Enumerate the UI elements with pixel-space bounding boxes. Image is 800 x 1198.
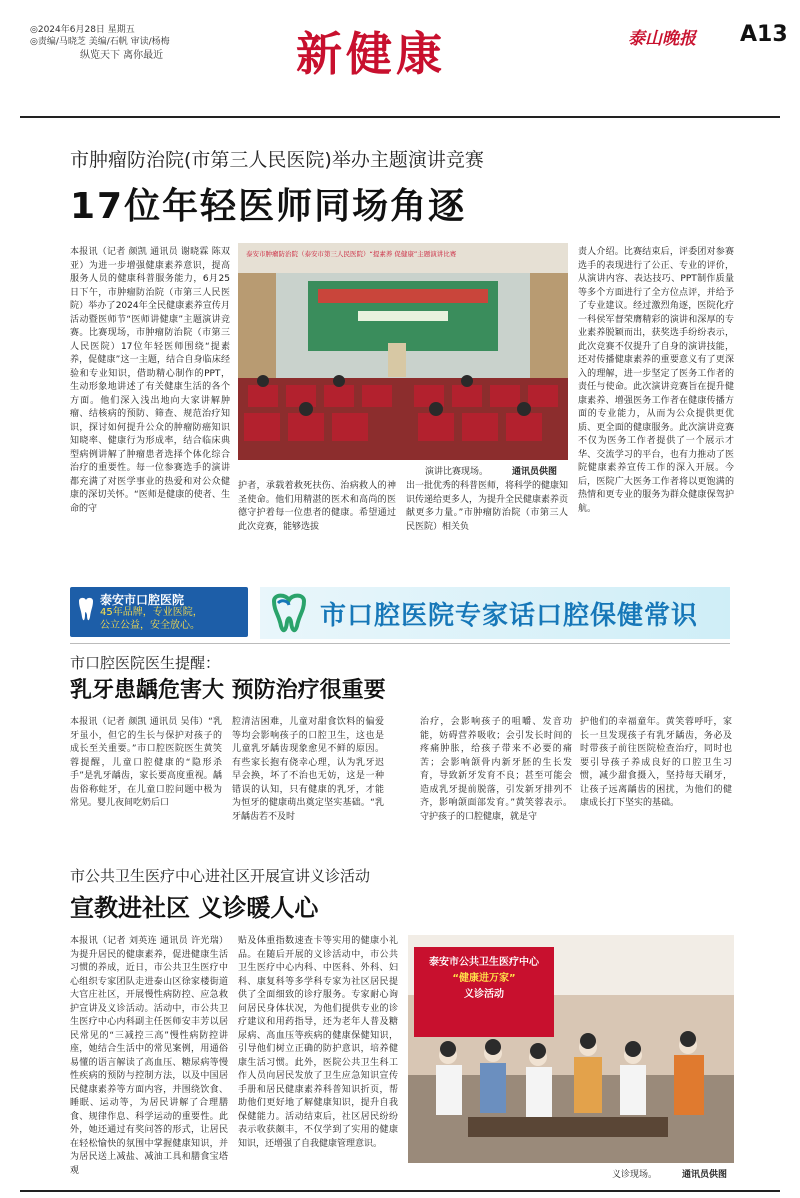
article2-kicker: 市口腔医院医生提醒：: [70, 654, 221, 672]
article2-headline: 乳牙患龋危害大 预防治疗很重要: [70, 678, 386, 703]
article2-column-2: 腔清洁困难，儿童对甜食饮料的偏爱等均会影响孩子的口腔卫生，这也是儿童乳牙龋齿现象愈见不鲜的原因。有些家长抱有侥幸心理，认为乳牙迟早会换，坏了不治也无妨，这是一种错误的认知，只有健康的乳牙，才能为恒牙的健康萌出奠定坚实基础。“乳牙龋齿若不及时: [232, 717, 384, 822]
page-number: A13: [740, 22, 788, 47]
date-line: ◎2024年6月28日 星期五: [30, 25, 135, 35]
section-divider: [70, 643, 730, 644]
ad-slogan-line-2: 公立公益，安全放心。: [100, 620, 200, 631]
article1-headline: 17位年轻医师同场角逐: [70, 186, 467, 227]
photo-banner-text: 泰安市肿瘤防治院（泰安市第三人民医院）“提素养 促健康”主题演讲比赛: [246, 250, 457, 258]
clinic-banner-line-2: “健康进万家”: [452, 973, 516, 984]
ad-slogan-line-1: 45年品牌，专业医院，: [100, 607, 203, 618]
article2-column-1: 本报讯（记者 颜凯 通讯员 吴伟）“乳牙虽小，但它的生长与保护对孩子的成长至关重要。”市口腔医院医生黄笑蓉提醒，儿童口腔健康的“隐形杀手”是乳牙龋齿，家长要高度重视。龋齿俗称蛀牙，在儿童口腔问题中极为常见。婴儿夜间吃奶后口: [70, 717, 222, 808]
speech-contest-photo: [238, 243, 568, 460]
masthead-rule: [20, 116, 780, 118]
article1-kicker: 市肿瘤防治院(市第三人民医院)举办主题演讲竞赛: [70, 149, 484, 171]
section-title: 新健康: [296, 27, 446, 81]
article3-headline: 宣教进社区 义诊暖人心: [70, 894, 319, 922]
ad-hospital-name: 泰安市口腔医院: [100, 593, 185, 607]
article1-photo-credit: 通讯员供图: [512, 467, 558, 477]
paper-logo: 泰山晚报: [628, 29, 696, 49]
dental-hospital-ad: [70, 587, 248, 637]
article3-column-1: 本报讯（记者 刘英连 通讯员 许光瑞）为提升居民的健康素养，促进健康生活习惯的养成，近日，市公共卫生医疗中心组织专家团队走进泰山区徐家楼街道大官庄社区，开展慢性病防控、应急救护宣讲及义诊活动。活动中，市公共卫生医疗中心内科副主任医师安丰芳以居民常见的“三减控三高”慢性病防控讲座，她结合生活中的常见案例，用通俗易懂的语言解读了高血压、糖尿病等慢性疾病的预防与控制方法，以及中国居民健康素养等方面内容，并围绕饮食、睡眠、运动等，为居民讲解了合理膳食、规律作息、科学运动的重要性。此外，她还通过有奖问答的形式，让居民在轻松愉快的氛围中掌握健康知识，并为居民送上减盐、减油工具和膳食宝塔观: [70, 936, 228, 1175]
clinic-banner-line-3: 义诊活动: [464, 989, 504, 1000]
article2-column-4: 护他们的幸福童年。黄笑蓉呼吁，家长一旦发现孩子有乳牙龋齿，务必及时带孩子前往医院检查治疗，同时也要引导孩子养成良好的口腔卫生习惯，减少甜食摄入，坚持每天刷牙，让孩子远离龋齿的困扰，为他们的健康成长打下坚实的基础。: [580, 717, 732, 808]
ad-slogan: [100, 606, 203, 632]
column-banner-title: 市口腔医院专家话口腔保健常识: [320, 601, 699, 631]
free-clinic-photo: [408, 935, 734, 1163]
article3-column-2: 贴及体重指数速查卡等实用的健康小礼品。在随后开展的义诊活动中，市公共卫生医疗中心内科、中医科、外科、妇科、康复科等多学科专家为社区居民提供了全面细致的诊疗服务。专家耐心询问居民身体状况，为他们提供专业的诊疗建议和用药指导，还为老年人普及糖尿病、高血压等疾病的健康保健知识，引导他们树立正确的防护意识，培养健康生活习惯。此外，医院公共卫生科工作人员向居民发放了卫生应急知识宣传手册和居民健康素养科普知识折页，帮助他们更好地了解健康知识，提升自我保健能力。活动结束后，社区居民纷纷表示收获颇丰，不仅学到了实用的健康知识，还增强了自我健康管理意识。: [238, 936, 398, 1149]
article2-column-3: 治疗，会影响孩子的咀嚼、发音功能，妨碍营养吸收；会引发长时间的疼痛肿胀，给孩子带来不必要的痛苦；会影响颌骨内新牙胚的生长发育，导致新牙发育不良；甚至可能会造成乳牙提前脱落，引发新牙排列不齐，影响颌面部发育。”黄笑蓉表示。守护孩子的口腔健康，就是守: [420, 717, 572, 822]
bottom-rule: [20, 1190, 780, 1192]
article1-column-2: 护者，承载着救死扶伤、治病救人的神圣使命。他们用精湛的医术和高尚的医德守护着每一位患者的健康。希望通过此次竞赛，能够选拔: [238, 481, 396, 532]
masthead: [0, 0, 800, 118]
tooth-logo-icon: [268, 593, 310, 633]
article3-kicker: 市公共卫生医疗中心进社区开展宣讲义诊活动: [70, 867, 371, 885]
article1-column-4: 责人介绍。比赛结束后，评委团对参赛选手的表现进行了公正、专业的评价，从演讲内容、表达技巧、PPT制作质量等多个方面进行了全方位点评，并给予了专业建议。经过激烈角逐，医院化疗一科侯军督荣膺精彩的演讲和深厚的专业素养脱颖而出，获奖选手纷纷表示，此次竞赛不仅提升了自身的演讲技能，还对传播健康素养的重要意义有了更深入的理解，进一步坚定了医务工作者的责任与使命。此次演讲竞赛旨在提升健康素养、增强医务工作者在健康传播方面的专业能力，从而为公众提供更优质、更全面的健康服务。此次演讲竞赛不仅为医务工作者提供了一个展示才华、交流学习的平台，也有力推动了医院健康素养宣传工作的深入开展。今后，医院广大医务工作者将以更饱满的热情和更专业的服务为群众健康保驾护航。: [578, 247, 734, 514]
tooth-icon: [76, 597, 96, 623]
slogan: 纵览天下 离你最近: [80, 50, 164, 61]
clinic-photo-banner: [422, 955, 546, 1003]
article1-photo-caption: 演讲比赛现场。: [425, 467, 489, 477]
editor-credits: ◎责编/马晓芝 美编/石帆 审读/杨梅: [30, 37, 170, 47]
article1-column-3: 出一批优秀的科普医师，将科学的健康知识传递给更多人，为提升全民健康素养贡献更多力量。”市肿瘤防治院（市第三人民医院）相关负: [406, 481, 568, 532]
speech-contest-scene: [238, 243, 568, 460]
clinic-banner-line-1: 泰安市公共卫生医疗中心: [429, 957, 539, 968]
dental-column-banner: [260, 587, 730, 639]
article3-photo-credit: 通讯员供图: [682, 1170, 728, 1180]
article1-column-1: 本报讯（记者 颜凯 通讯员 谢晓霖 陈双亚）为进一步增强健康素养意识，提高服务人员的健康科普服务能力，6月25日下午，市肿瘤防治院（市第三人民医院）举办了2024年全民健康素养宣传月活动暨医师节“医师讲健康”主题演讲竞赛。比赛现场，市肿瘤防治院（市第三人民医院）17位年轻医师围绕“提素养，促健康”这一主题，结合自身临床经验和专业知识，借助精心制作的PPT，生动形象地讲述了有关健康生活的各个方面。他们深入浅出地向大家讲解肿瘤、结核病的预防、筛查、规范治疗知识，探讨如何提升公众的肿瘤防癌知识知晓率、健康行为形成率，结合临床典型病例讲解了肿瘤患者选择个体化综合治疗的重要性。每一位参赛选手的演讲都充满了对医学事业的热爱和对公众健康的深切关怀。“医师是健康的使者、生命的守: [70, 247, 230, 514]
article3-photo-caption: 义诊现场。: [612, 1170, 658, 1180]
